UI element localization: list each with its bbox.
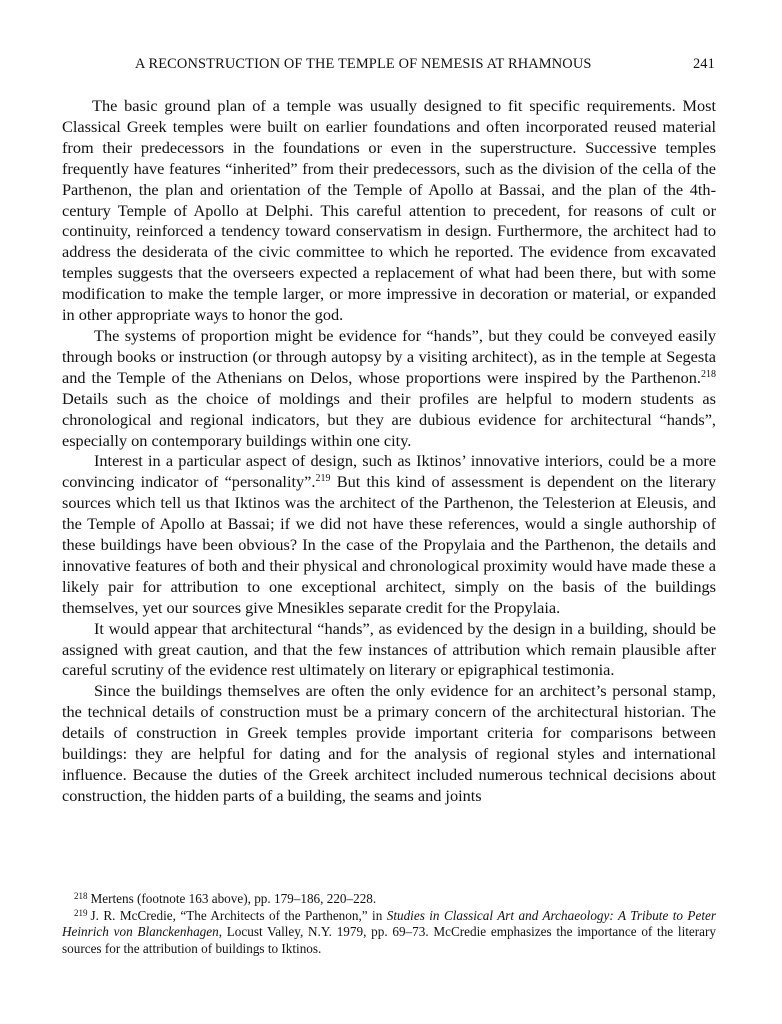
footnote-text-a: J. R. McCredie, “The Architects of the Parthenon,” in — [90, 907, 387, 923]
running-head — [135, 56, 715, 76]
paragraph-1: The basic ground plan of a temple was usually designed to fit specific requirements. Most Classical Greek temples were built on earlier foundations and often incorporated reused material from their predecessors in the foundations or even in the superstructure. Successive temples frequently have features “inherited” from their predecessors, such as the division of the cella of the Parthenon, the plan and orientation of the Temple of Apollo at Bassai, and the plan of the 4th-century Temple of Apollo at Delphi. This careful attention to precedent, for reasons of cult or continuity, reinforced a tendency toward conservatism in design. Furthermore, the architect had to address the desiderata of the civic committee to which he reported. The evidence from excavated temples suggests that the overseers expected a replacement of what had been there, but with some modification to make the temple larger, or more impressive in decoration or material, or expanded in other appropriate ways to honor the god. — [62, 96, 716, 325]
footnote-reference-219[interactable]: 219 — [315, 473, 331, 485]
page-number: 241 — [692, 56, 715, 72]
footnote-text: Mertens (footnote 163 above), pp. 179–186, 220–228. — [90, 891, 377, 906]
body-text — [62, 96, 716, 807]
paragraph-3-text-b: But this kind of assessment is dependent on the literary sources which tell us that Iktinos was the architect of the Parthenon, the Telesterion at Eleusis, and the Temple of Apollo at Bassai; if we did not have these references, would a single authorship of these buildings have been obvious? In the case of the Propylaia and the Parthenon, the details and innovative features of both and their physical and chronological proximity would have made these a likely pair for attribution to one exceptional architect, simply on the basis of the buildings themselves, yet our sources give Mnesikles separate credit for the Propylaia. — [62, 472, 716, 617]
paragraph-2-text-b: Details such as the choice of moldings and their profiles are helpful to modern students as chronological and regional indicators, but they are dubious evidence for architectural “hands”, especially on contemporary buildings within one city. — [62, 388, 716, 450]
paragraph-3-text-a: Interest in a particular aspect of design, such as Iktinos’ innovative interiors, could be a more convincing indicator of “personality”. — [62, 451, 716, 492]
footnote-218 — [62, 891, 716, 908]
footnote-number: 219 — [74, 907, 88, 918]
footnote-number: 218 — [74, 891, 88, 901]
footnote-book-title: Studies in Classical Art and Archaeology: A Tribute to Peter Heinrich von Blanckenhagen — [62, 907, 716, 940]
footnote-text-b: , Locust Valley, N.Y. 1979, pp. 69–73. McCredie emphasizes the importance of the literary sources for the attribution of buildings to Iktinos. — [62, 924, 716, 956]
paragraph-3 — [62, 451, 716, 618]
paragraph-2-text-a: The systems of proportion might be evidence for “hands”, but they could be conveyed easily through books or instruction (or through autopsy by a visiting architect), as in the temple at Segesta and the Temple of the Athenians on Delos, whose proportions were inspired by the Parthenon. — [62, 325, 716, 387]
footnote-reference-218[interactable]: 218 — [701, 368, 716, 380]
paragraph-5: Since the buildings themselves are often the only evidence for an architect’s personal stamp, the technical details of construction must be a primary concern of the architectural historian. The details of construction in Greek temples provide important criteria for comparisons between buildings: they are helpful for dating and for the analysis of regional styles and international influence. Because the duties of the Greek architect included numerous technical decisions about construction, the hidden parts of a building, the seams and joints — [62, 681, 716, 805]
footnotes — [62, 891, 716, 957]
footnote-219 — [62, 908, 716, 958]
paragraph-4: It would appear that architectural “hands”, as evidenced by the design in a building, should be assigned with great caution, and that the few instances of attribution which remain plausible after careful scrutiny of the evidence rest ultimately on literary or epigraphical testimonia. — [62, 618, 716, 680]
paragraph-2 — [62, 326, 716, 451]
running-title: A RECONSTRUCTION OF THE TEMPLE OF NEMESIS AT RHAMNOUS — [135, 56, 592, 72]
